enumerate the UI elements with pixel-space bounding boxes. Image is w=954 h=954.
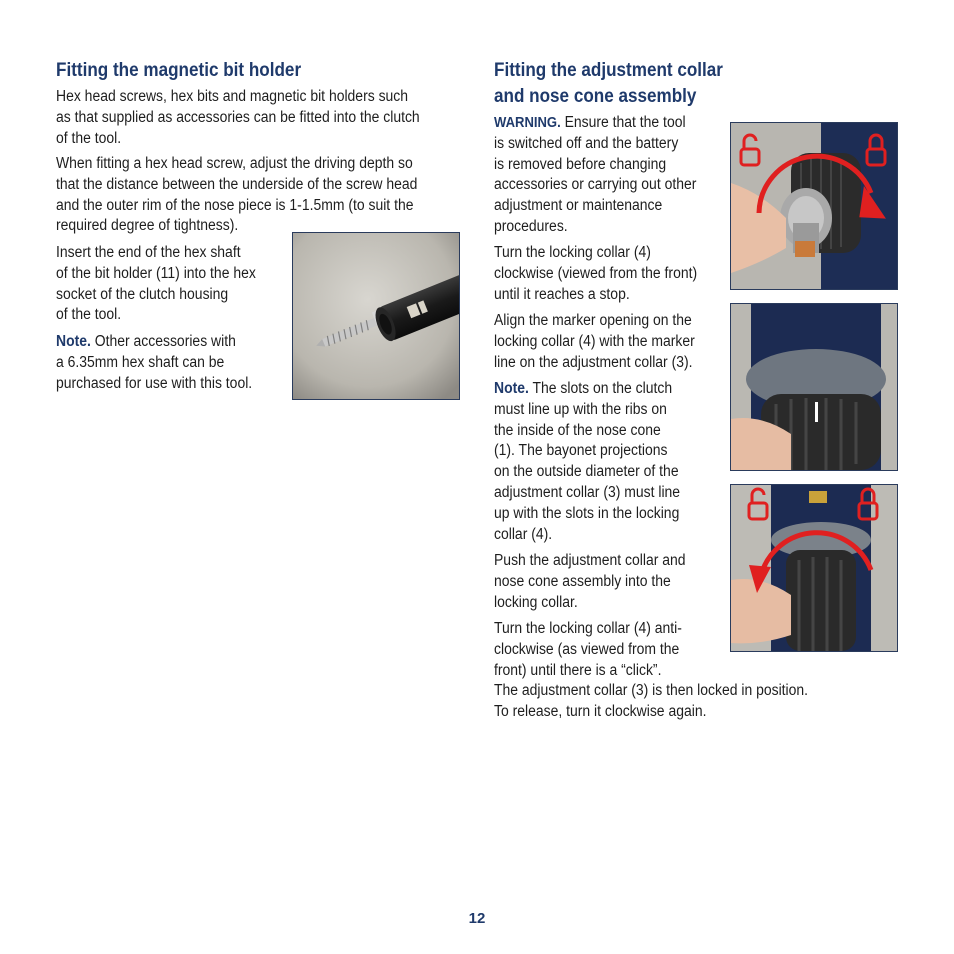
note-line: [494, 379, 680, 400]
paragraph-push-collar: [494, 551, 707, 613]
text-line: (1). The bayonet projections: [494, 442, 668, 460]
text-line: Align the marker opening on the: [494, 312, 692, 329]
left-section: [56, 58, 328, 84]
section-heading-collar: [494, 58, 748, 110]
note-text: Other accessories with: [90, 333, 236, 350]
text-line: clockwise (viewed from the front): [494, 264, 698, 282]
text-line: adjustment or maintenance: [494, 197, 663, 215]
text-line: front) until there is a “click”.: [494, 661, 662, 679]
text-line: locking collar (4) with the marker: [494, 332, 695, 350]
note-label: Note.: [494, 380, 529, 397]
warning-label: WARNING.: [494, 115, 561, 131]
text-line: Hex head screws, hex bits and magnetic bit holders such: [56, 88, 409, 105]
heading-line: and nose cone assembly: [494, 86, 697, 107]
heading-line: Fitting the adjustment collar: [494, 60, 723, 81]
paragraph-turn-clockwise: [494, 243, 720, 305]
text-line: of the tool.: [56, 306, 122, 324]
text-line: procedures.: [494, 217, 568, 235]
note-line: [56, 332, 252, 353]
text-line: Push the adjustment collar and: [494, 552, 686, 569]
photo-collar-anticlockwise: [730, 484, 898, 652]
paragraph-hex-accessories: [56, 87, 460, 149]
text-line: until it reaches a stop.: [494, 285, 630, 303]
note-label: Note.: [56, 333, 91, 350]
photo-bit-holder: [292, 232, 460, 400]
note-text: The slots on the clutch: [528, 380, 673, 397]
page-number: 12: [468, 910, 486, 927]
text-line: as that supplied as accessories can be fitted into the clutch: [56, 108, 420, 126]
paragraph-insert-shaft: [56, 243, 278, 326]
text-line: Turn the locking collar (4) anti-: [494, 620, 682, 637]
text-line: nose cone assembly into the: [494, 572, 671, 590]
paragraph-turn-anticlockwise: [494, 619, 703, 681]
text-line: The adjustment collar (3) is then locked in position.: [494, 682, 809, 699]
text-line: of the tool.: [56, 129, 122, 147]
note-slots: [494, 379, 701, 545]
text-line: is switched off and the battery: [494, 134, 679, 152]
text-line: socket of the clutch housing: [56, 285, 229, 303]
text-line: line on the adjustment collar (3).: [494, 353, 693, 371]
text-line: of the bit holder (11) into the hex: [56, 264, 256, 282]
text-line: required degree of tightness).: [56, 217, 239, 235]
photo-marker-alignment: [730, 303, 898, 471]
warning-text: Ensure that the tool: [560, 114, 686, 131]
warning-paragraph: [494, 113, 719, 238]
note-accessories: [56, 332, 274, 394]
text-line: on the outside diameter of the: [494, 463, 679, 481]
text-line: Turn the locking collar (4): [494, 244, 651, 261]
text-line: purchased for use with this tool.: [56, 374, 253, 392]
text-line: a 6.35mm hex shaft can be: [56, 353, 225, 371]
section-heading-bit-holder: Fitting the magnetic bit holder: [56, 60, 302, 81]
text-line: must line up with the ribs on: [494, 400, 667, 418]
text-line: adjustment collar (3) must line: [494, 483, 681, 501]
text-line: locking collar.: [494, 593, 578, 611]
text-line: that the distance between the underside of the screw head: [56, 175, 418, 193]
text-line: clockwise (as viewed from the: [494, 640, 680, 658]
text-line: and the outer rim of the nose piece is 1-1.5mm (to suit the: [56, 196, 414, 214]
paragraph-locked-position: [494, 681, 843, 723]
photo-collar-clockwise: [730, 122, 898, 290]
text-line: To release, turn it clockwise again.: [494, 702, 707, 720]
text-line: collar (4).: [494, 525, 553, 543]
warning-line: [494, 113, 696, 134]
text-line: is removed before changing: [494, 155, 667, 173]
text-line: the inside of the nose cone: [494, 421, 661, 439]
text-line: Insert the end of the hex shaft: [56, 244, 241, 261]
paragraph-driving-depth: [56, 154, 458, 237]
text-line: When fitting a hex head screw, adjust the driving depth so: [56, 155, 413, 172]
text-line: up with the slots in the locking: [494, 504, 680, 522]
paragraph-align-marker: [494, 311, 717, 373]
text-line: accessories or carrying out other: [494, 176, 697, 194]
